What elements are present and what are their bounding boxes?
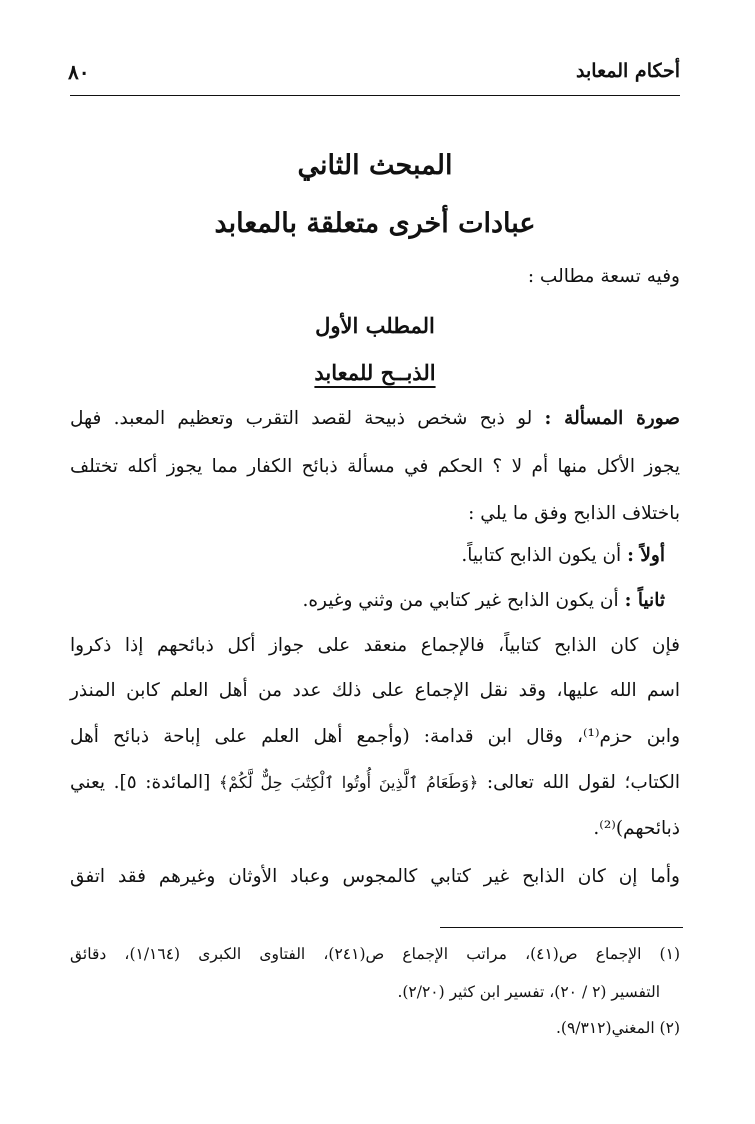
paragraph-line: اسم الله عليها، وقد نقل الإجماع على ذلك عدد من أهل العلم كابن المنذر — [70, 680, 680, 701]
list-item — [70, 590, 665, 611]
chapter-heading: المطلب الأول — [315, 313, 435, 338]
intro-line: وفيه تسعة مطالب : — [527, 266, 680, 287]
list-item-text: أن يكون الذابح كتابياً. — [461, 545, 622, 566]
paragraph-line: باختلاف الذابح وفق ما يلي : — [468, 503, 680, 524]
paragraph-line: فإن كان الذابح كتابياً، فالإجماع منعقد على جواز أكل ذبائحهم إذا ذكروا — [70, 635, 680, 656]
footnote-divider — [440, 927, 683, 928]
paragraph-line — [70, 772, 680, 793]
list-item-label: أولاً : — [627, 545, 665, 566]
paragraph-text: لو ذبح شخص ذبيحة لقصد التقرب وتعظيم المعبد. فهل — [70, 408, 533, 429]
paragraph-text: الكتاب؛ لقول الله تعالى: — [486, 772, 680, 793]
running-header-title: أحكام المعابد — [576, 60, 680, 82]
paragraph-line: وابن حزم⁽¹⁾، وقال ابن قدامة: (وأجمع أهل العلم على إباحة ذبائح أهل — [70, 726, 681, 747]
paragraph-line: ذبائحهم)⁽²⁾. — [593, 818, 680, 839]
paragraph-line: يجوز الأكل منها أم لا ؟ الحكم في مسألة ذبائح الكفار مما يجوز أكله تختلف — [70, 456, 680, 477]
chapter-title: الذبــح للمعابد — [314, 360, 436, 385]
section-title: عبادات أخرى متعلقة بالمعابد — [214, 208, 536, 239]
paragraph-line — [70, 408, 680, 429]
list-item-label: ثانياً : — [624, 590, 665, 611]
paragraph-line: وأما إن كان الذابح غير كتابي كالمجوس وعباد الأوثان وغيرهم فقد اتفق — [70, 866, 680, 887]
header-divider — [70, 95, 680, 96]
list-item — [70, 545, 665, 566]
quran-verse: ﴿وَطَعَامُ ٱلَّذِينَ أُوتُوا ٱلْكِتَٰبَ حِلٌّ لَّكُمْ﴾ — [219, 773, 479, 792]
footnote-continuation: التفسير (٢ / ٢٠)، تفسير ابن كثير (٢/٢٠). — [397, 983, 660, 1001]
list-item-text: أن يكون الذابح غير كتابي من وثني وغيره. — [302, 590, 619, 611]
page-number: ٨٠ — [68, 60, 90, 84]
verse-reference: [المائدة: ٥]. يعني — [70, 772, 211, 793]
footnote: (١) الإجماع ص(٤١)، مراتب الإجماع ص(٢٤١)، الفتاوى الكبرى (١/١٦٤)، دقائق — [70, 945, 680, 963]
section-heading: المبحث الثاني — [297, 150, 453, 181]
issue-label: صورة المسألة : — [544, 408, 680, 429]
footnote: (٢) المغني(٩/٣١٢). — [556, 1019, 680, 1037]
